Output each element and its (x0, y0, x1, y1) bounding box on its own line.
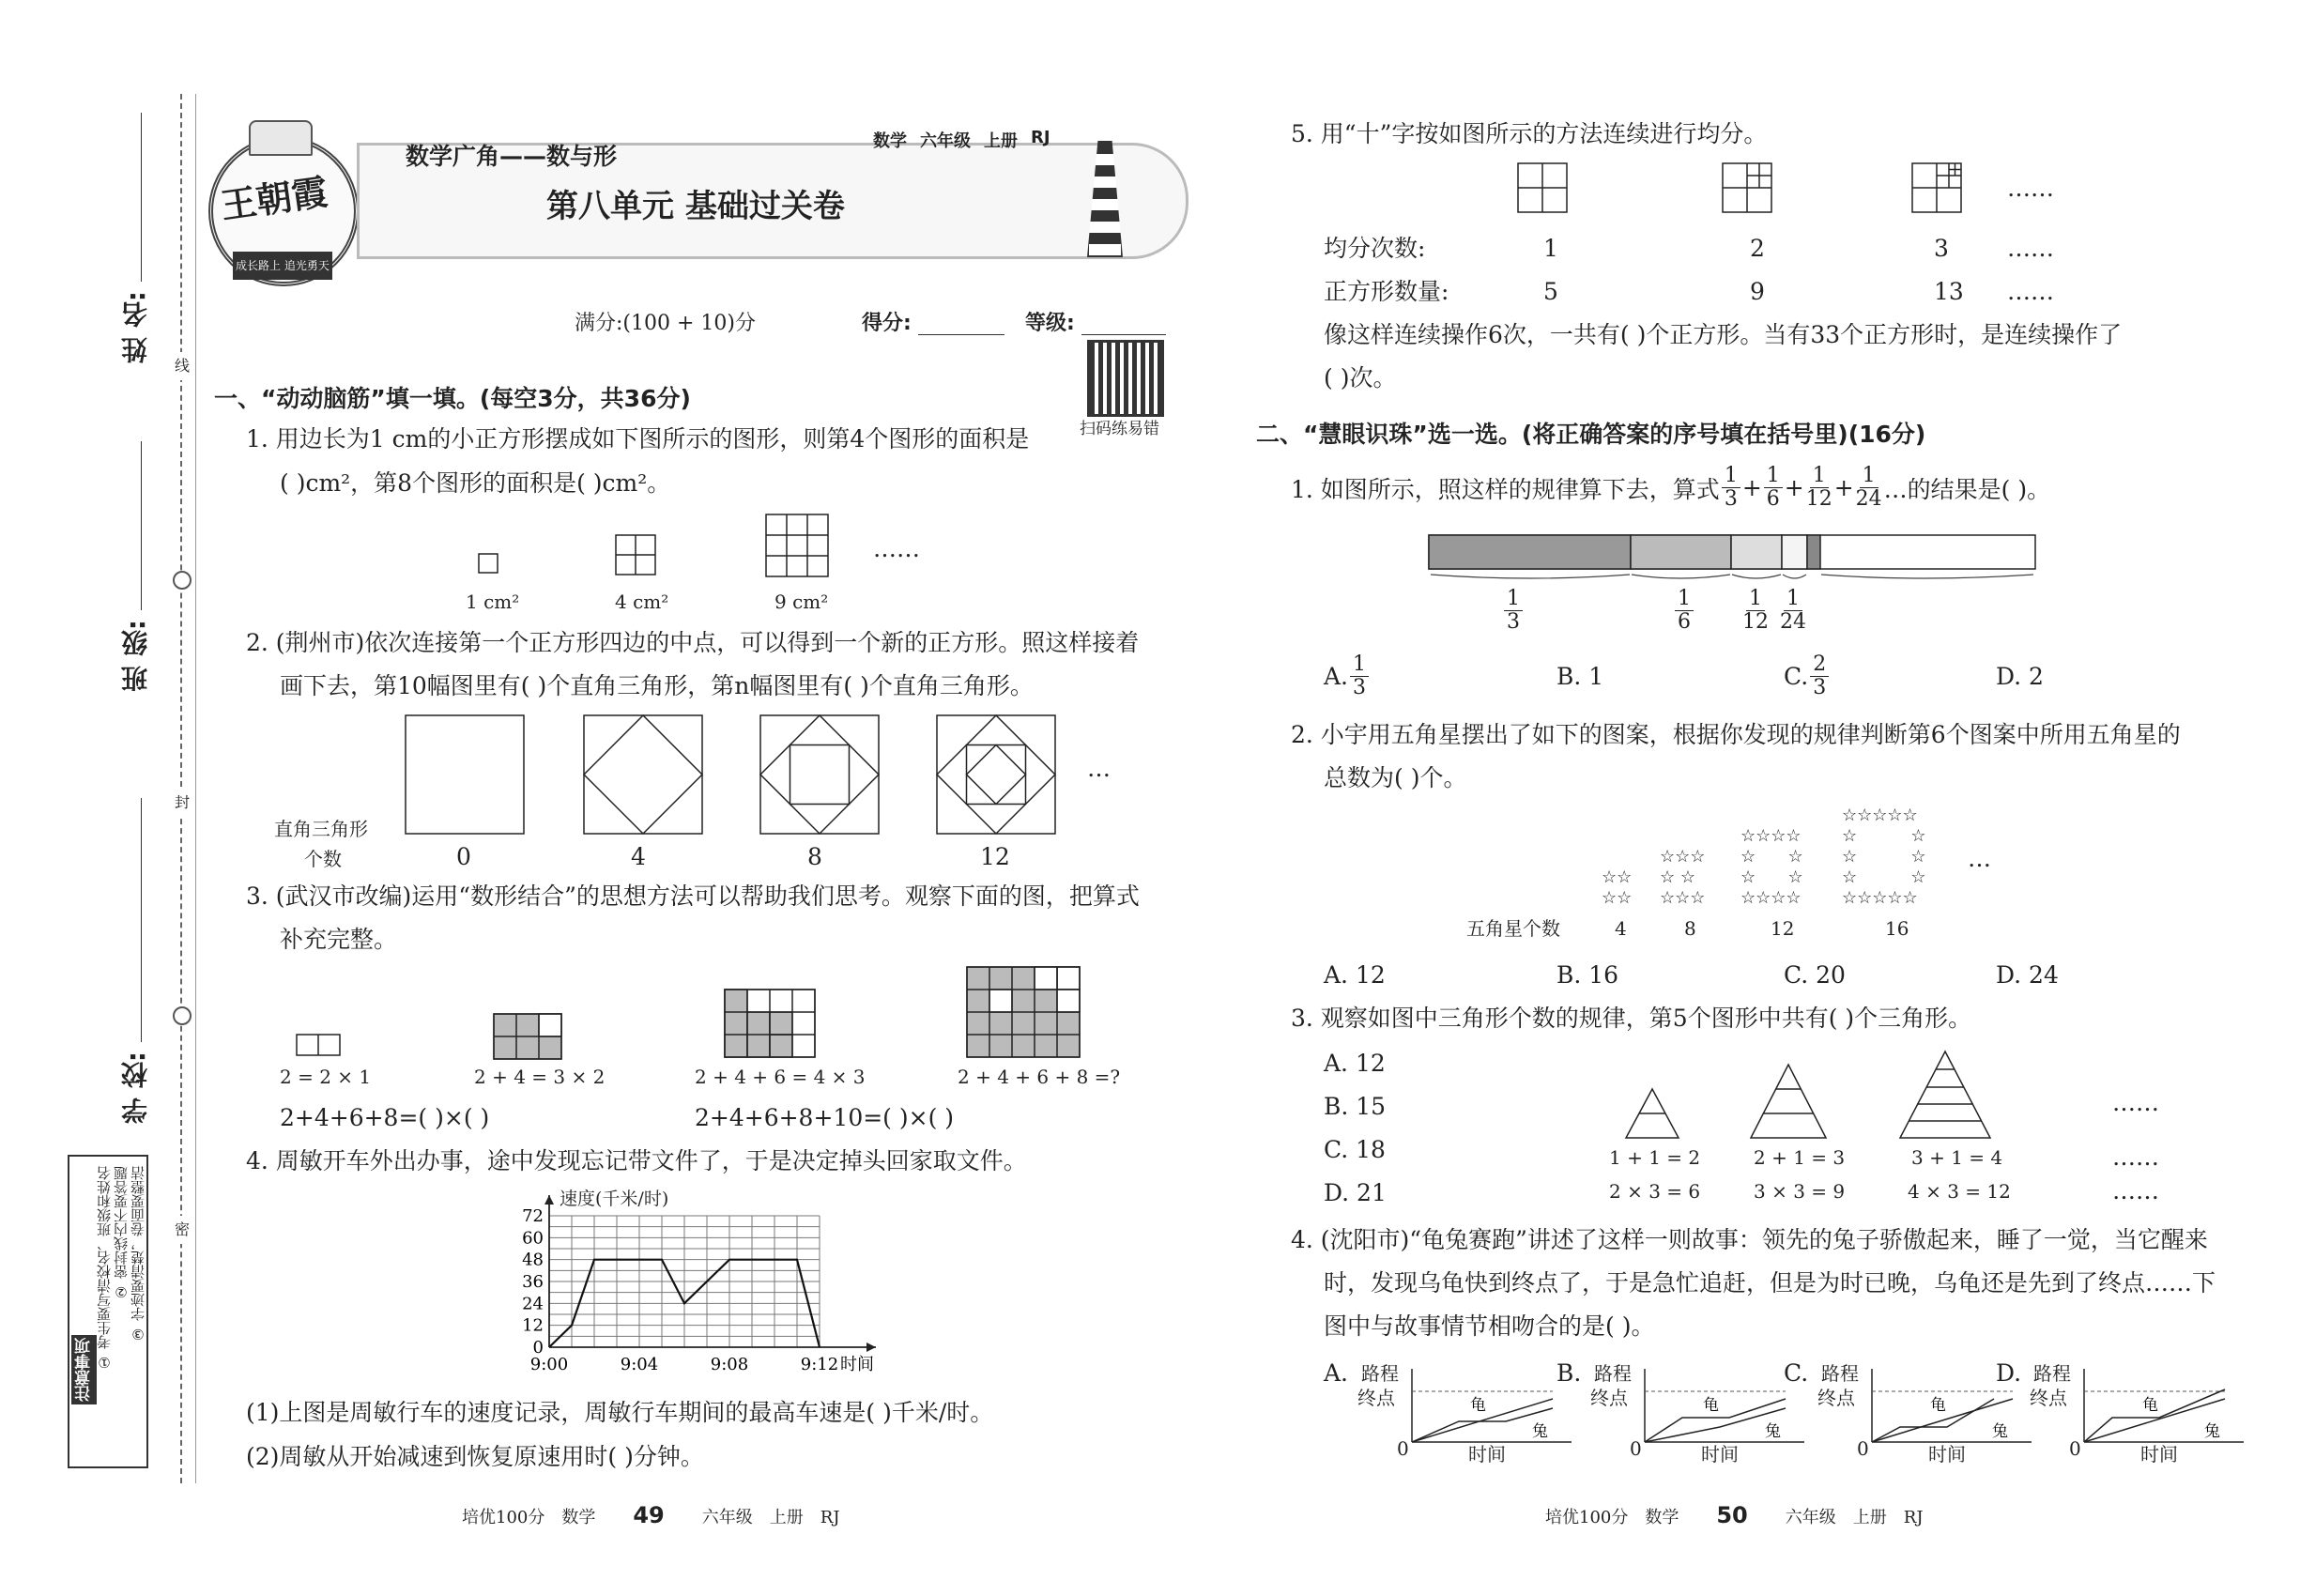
footer-left-edition: RJ (820, 1508, 840, 1527)
race-origin: 0 (1857, 1437, 1869, 1460)
s2q3-triangles (1615, 1050, 2028, 1143)
q1-line1: 1. 用边长为1 cm的小正方形摆成如下图所示的图形，则第4个图形的面积是 (246, 425, 1030, 453)
star-pattern-1: ☆☆ ☆☆ (1602, 867, 1633, 908)
star-pattern-2: ☆☆☆ ☆ ☆ ☆☆☆ (1660, 847, 1706, 908)
q3-line1: 3. (武汉市改编)运用“数形结合”的思想方法可以帮助我们思考。观察下面的图，把算式 (246, 882, 1140, 910)
race-option-b[interactable]: B. (1556, 1359, 1582, 1387)
q4-sub1: (1)上图是周敏行车的速度记录，周敏行车期间的最高车速是( )千米/时。 (246, 1399, 994, 1426)
tri-ellipsis-2: …… (2112, 1143, 2159, 1171)
star-count-4: 16 (1885, 917, 1909, 940)
score-field[interactable] (918, 334, 1004, 335)
footer-left (462, 1502, 840, 1528)
q5-row1-v1: 1 (1543, 235, 1558, 262)
race-ylabel: 路程 (1821, 1362, 1859, 1385)
x-axis-label: 时间 (840, 1355, 874, 1374)
turtle-label: 龟 (1470, 1396, 1486, 1415)
race-xlabel: 时间 (1468, 1443, 1506, 1466)
seal-char-feng: 封 (175, 789, 190, 817)
q5-row2-label: 正方形数量: (1324, 278, 1449, 305)
y-tick-label: 0 (532, 1338, 544, 1358)
race-ylabel: 路程 (1594, 1362, 1632, 1385)
tri-sum-1: 1 + 1 = 2 (1609, 1146, 1701, 1169)
y-tick-label: 36 (522, 1272, 544, 1292)
q2-count-1: 0 (456, 843, 471, 870)
s2q1-bar-label-1: $\frac{1}{3}$ (1504, 588, 1523, 634)
class-label: 班 级: (120, 620, 151, 692)
star-count-2: 8 (1684, 917, 1696, 940)
q2-row-label1: 直角三角形 (274, 818, 368, 840)
seal-char-mi: 密 (175, 1216, 190, 1244)
page-title: 第八单元 基础过关卷 (546, 188, 845, 225)
s2q1-option-c[interactable]: C. $\frac{2}{3}$ (1784, 653, 1831, 699)
s2q1-frac-3: $\frac{1}{12}$ (1805, 464, 1832, 511)
s2q2-line2: 总数为( )个。 (1324, 764, 1467, 791)
school-field[interactable] (141, 798, 142, 1042)
logo-sub-2: 追光勇天 (284, 259, 330, 272)
q2-count-4: 12 (980, 843, 1010, 870)
logo-sub-1: 成长路上 (236, 259, 282, 272)
q1-label-1: 1 cm² (466, 591, 520, 613)
q2-ellipsis: … (1087, 755, 1111, 782)
q5-line2: 像这样连续操作6次，一共有( )个正方形。当有33个正方形时，是连续操作了 (1324, 321, 2123, 348)
section2-heading: 二、“慧眼识珠”选一选。(将正确答案的序号填在括号里)(16分) (1256, 421, 1926, 448)
tri-prod-2: 3 × 3 = 9 (1754, 1180, 1846, 1203)
q4-sub2: (2)周敏从开始减速到恢复原速用时( )分钟。 (246, 1443, 704, 1470)
s2q4-line1: 4. (沈阳市)“龟兔赛跑”讲述了这样一则故事：领先的兔子骄傲起来，睡了一觉，当它醒来 (1291, 1226, 2208, 1253)
logo-crown-icon (249, 120, 313, 156)
page-number-left: 49 (633, 1502, 665, 1528)
q2-line1: 2. (荆州市)依次连接第一个正方形四边的中点，可以得到一个新的正方形。照这样接着 (246, 629, 1140, 656)
s2q1-bar-label-4: $\frac{1}{24}$ (1780, 587, 1806, 634)
notes-box (68, 1155, 148, 1468)
q2-row-label2: 个数 (304, 848, 342, 870)
q1-ellipsis: …… (873, 535, 920, 562)
notes-title: 注意事项 (71, 1335, 97, 1404)
s2q1-frac-2: $\frac{1}{6}$ (1764, 465, 1783, 511)
s2q1-bar-label-3: $\frac{1}{12}$ (1742, 587, 1769, 634)
q5-row2-v3: 13 (1934, 278, 1964, 305)
q3-fill-2: 2+4+6+8+10=( )×( ) (695, 1104, 955, 1131)
q2-line2: 画下去，第10幅图里有( )个直角三角形，第n幅图里有( )个直角三角形。 (280, 672, 1034, 699)
q2-count-3: 8 (807, 843, 822, 870)
full-score: 满分:(100 + 10)分 (575, 312, 756, 335)
s2q1-option-a[interactable]: A. $\frac{1}{3}$ (1324, 653, 1371, 699)
s2q1-frac-4: $\frac{1}{24}$ (1855, 464, 1882, 511)
score-label: 得分: (862, 312, 912, 335)
star-count-1: 4 (1615, 917, 1627, 940)
race-origin: 0 (1630, 1437, 1642, 1460)
q5-cross-square-3 (1910, 161, 1967, 218)
q5-row2-v4: …… (2007, 278, 2054, 305)
q5-row2-v1: 5 (1543, 278, 1558, 305)
qr-caption: 扫码练易错 (1080, 420, 1159, 438)
grade-label: 等级: (1025, 312, 1075, 335)
q5-line3: ( )次。 (1324, 364, 1397, 391)
footer-left-grade: 六年级 (701, 1508, 753, 1527)
q5-figure-ellipsis: …… (2007, 175, 2054, 202)
logo-text: 王朝霞 (218, 171, 330, 227)
rabbit-label: 兔 (1765, 1422, 1781, 1441)
s2q2-line1: 2. 小宇用五角星摆出了如下的图案，根据你发现的规律判断第6个图案中所用五角星的 (1291, 721, 2181, 748)
turtle-label: 龟 (1703, 1396, 1719, 1415)
footer-right-grade: 六年级 (1785, 1508, 1836, 1527)
y-tick-label: 48 (522, 1250, 544, 1270)
y-tick-label: 72 (522, 1206, 544, 1226)
s2q2-option-b[interactable]: B. 16 (1556, 961, 1619, 989)
s2q2-option-c[interactable]: C. 20 (1784, 961, 1846, 989)
binding-line-2 (195, 94, 196, 1483)
s2q3-option-d[interactable]: D. 21 (1324, 1179, 1387, 1206)
s2q1-plus-1: + (1741, 474, 1762, 501)
s2q1-plus-3: + (1833, 474, 1854, 501)
tri-ellipsis-1: …… (2112, 1089, 2159, 1116)
footer-right-subject: 数学 (1645, 1508, 1679, 1527)
seal-circle-1 (173, 571, 192, 590)
footer-left-subject: 数学 (561, 1508, 596, 1527)
rabbit-label: 兔 (1532, 1422, 1548, 1441)
x-tick-label: 9:08 (710, 1355, 749, 1374)
footer-right (1545, 1502, 1924, 1528)
race-graph-d (2084, 1367, 2272, 1451)
s2q1-option-d[interactable]: D. 2 (1996, 663, 2044, 690)
tri-sum-3: 3 + 1 = 4 (1911, 1146, 2003, 1169)
footer-right-book: 培优100分 (1545, 1508, 1629, 1527)
s2q4-line2: 时，发现乌龟快到终点了，于是急忙追赶，但是为时已晚，乌龟还是先到了终点……下 (1324, 1269, 2216, 1297)
note-2: ② 密封线内不要答题 (113, 1166, 130, 1300)
q3-formula-4: 2 + 4 + 6 + 8 =? (958, 1066, 1121, 1088)
seal-circle-2 (173, 1006, 192, 1025)
race-end-label: 终点 (1357, 1387, 1395, 1409)
q3-formula-3: 2 + 4 + 6 = 4 × 3 (695, 1066, 866, 1088)
s2q1-post: …的结果是( )。 (1883, 475, 2051, 503)
x-tick-label: 9:12 (800, 1355, 839, 1374)
footer-left-term: 上册 (769, 1508, 804, 1527)
y-tick-label: 24 (522, 1294, 544, 1314)
q1-square-figures (469, 507, 864, 582)
speed-chart (507, 1188, 920, 1394)
q5-row1-v4: …… (2007, 235, 2054, 262)
star-ellipsis: … (1968, 845, 1991, 872)
s2q3-line1: 3. 观察如图中三角形个数的规律，第5个图形中共有( )个三角形。 (1291, 1005, 1972, 1032)
s2q2-option-d[interactable]: D. 24 (1996, 961, 2059, 989)
race-origin: 0 (2069, 1437, 2081, 1460)
q5-row1-label: 均分次数: (1324, 235, 1426, 262)
meta-subject: 数学 (873, 131, 907, 151)
qr-code-icon[interactable] (1087, 340, 1164, 417)
q5-row2-v2: 9 (1750, 278, 1765, 305)
q5-row1-v2: 2 (1750, 235, 1765, 262)
race-xlabel: 时间 (1701, 1443, 1739, 1466)
q3-formula-1: 2 = 2 × 1 (280, 1066, 372, 1088)
star-count-3: 12 (1771, 917, 1795, 940)
x-tick-label: 9:00 (529, 1355, 569, 1374)
note-3: ③ 字迹要清楚，卷面要整洁 (130, 1166, 146, 1343)
star-pattern-3: ☆☆☆☆ ☆ ☆ ☆ ☆ ☆☆☆☆ (1740, 826, 1803, 908)
s2q2-option-a[interactable]: A. 12 (1324, 961, 1386, 989)
race-end-label: 终点 (2030, 1387, 2067, 1409)
footer-right-term: 上册 (1852, 1508, 1887, 1527)
race-option-d[interactable]: D. (1996, 1359, 2022, 1387)
turtle-label: 龟 (2142, 1396, 2158, 1415)
race-option-a[interactable]: A. (1324, 1359, 1349, 1387)
y-tick-label: 12 (522, 1315, 544, 1336)
q5-line1: 5. 用“十”字按如图所示的方法连续进行均分。 (1291, 120, 1768, 147)
race-end-label: 终点 (1817, 1387, 1855, 1409)
q3-line2: 补充完整。 (280, 926, 398, 953)
race-ylabel: 路程 (2033, 1362, 2071, 1385)
tri-prod-1: 2 × 3 = 6 (1609, 1180, 1701, 1203)
q3-grid-figures (282, 967, 1108, 1061)
logo-sub (233, 252, 332, 280)
q5-row1-v3: 3 (1934, 235, 1949, 262)
rabbit-label: 兔 (2204, 1422, 2220, 1441)
meta-bar (873, 128, 1050, 152)
class-field[interactable] (141, 441, 142, 610)
q2-count-2: 4 (631, 843, 646, 870)
s2q1-fraction-bar (1427, 533, 2047, 590)
race-ylabel: 路程 (1361, 1362, 1399, 1385)
star-row-label: 五角星个数 (1466, 917, 1560, 940)
tri-sum-2: 2 + 1 = 3 (1754, 1146, 1846, 1169)
meta-grade: 六年级 (920, 131, 971, 151)
s2q1-plus-2: + (1784, 474, 1804, 501)
seal-char-line: 线 (175, 352, 190, 380)
race-end-label: 终点 (1590, 1387, 1628, 1409)
s2q3-option-b[interactable]: B. 15 (1324, 1093, 1387, 1120)
name-field[interactable] (141, 113, 142, 282)
x-tick-label: 9:04 (620, 1355, 659, 1374)
s2q3-option-a[interactable]: A. 12 (1324, 1050, 1386, 1077)
section1-heading: 一、“动动脑筋”填一填。(每空3分，共36分) (214, 385, 691, 412)
s2q1-opt-a-frac: $\frac{1}{3}$ (1350, 653, 1369, 699)
race-origin: 0 (1397, 1437, 1409, 1460)
s2q1-bar-label-2: $\frac{1}{6}$ (1675, 588, 1694, 634)
y-axis-arrow-icon (544, 1195, 554, 1205)
s2q1-line1 (1291, 465, 2050, 511)
y-tick-label: 60 (522, 1228, 544, 1249)
x-axis-arrow-icon (866, 1343, 876, 1352)
q1-label-2: 4 cm² (615, 591, 669, 613)
school-label: 学 校: (120, 1051, 151, 1124)
grade-field[interactable] (1081, 334, 1166, 335)
s2q1-pre: 1. 如图所示，照这样的规律算下去，算式 (1291, 475, 1720, 503)
s2q1-option-b[interactable]: B. 1 (1556, 663, 1604, 690)
star-pattern-4: ☆☆☆☆☆ ☆ ☆ ☆ ☆ ☆ ☆ ☆☆☆☆☆ (1842, 806, 1926, 908)
turtle-label: 龟 (1930, 1396, 1946, 1415)
q3-formula-2: 2 + 4 = 3 × 2 (474, 1066, 606, 1088)
race-option-c[interactable]: C. (1784, 1359, 1809, 1387)
q1-line2: ( )cm²，第8个图形的面积是( )cm²。 (280, 469, 671, 497)
topic-text: 数学广角——数与形 (406, 143, 618, 170)
s2q1-frac-1: $\frac{1}{3}$ (1722, 465, 1740, 511)
q4-line1: 4. 周敏开车外出办事，途中发现忘记带文件了，于是决定掉头回家取文件。 (246, 1147, 1027, 1174)
q5-cross-squares (1516, 161, 1760, 218)
q2-nested-squares (404, 714, 1098, 836)
note-1: ① 考生要写清校名、班级和姓名 (96, 1166, 113, 1371)
q3-fill-1: 2+4+6+8=( )×( ) (280, 1104, 490, 1131)
rabbit-label: 兔 (1992, 1422, 2008, 1441)
tri-ellipsis-3: …… (2112, 1177, 2159, 1205)
meta-term: 上册 (984, 131, 1018, 151)
race-xlabel: 时间 (1928, 1443, 1966, 1466)
chart-ylabel: 速度(千米/时) (560, 1189, 669, 1209)
s2q1-opt-c-frac: $\frac{2}{3}$ (1810, 653, 1829, 699)
race-xlabel: 时间 (2140, 1443, 2178, 1466)
page-number-right: 50 (1716, 1502, 1748, 1528)
meta-edition: RJ (1031, 128, 1050, 147)
q1-label-3: 9 cm² (774, 591, 829, 613)
s2q4-line3: 图中与故事情节相吻合的是( )。 (1324, 1312, 1655, 1340)
tri-prod-3: 4 × 3 = 12 (1908, 1180, 2011, 1203)
footer-right-edition: RJ (1903, 1508, 1924, 1527)
s2q3-option-c[interactable]: C. 18 (1324, 1136, 1386, 1163)
footer-left-book: 培优100分 (462, 1508, 545, 1527)
name-label: 姓 名: (120, 291, 151, 363)
